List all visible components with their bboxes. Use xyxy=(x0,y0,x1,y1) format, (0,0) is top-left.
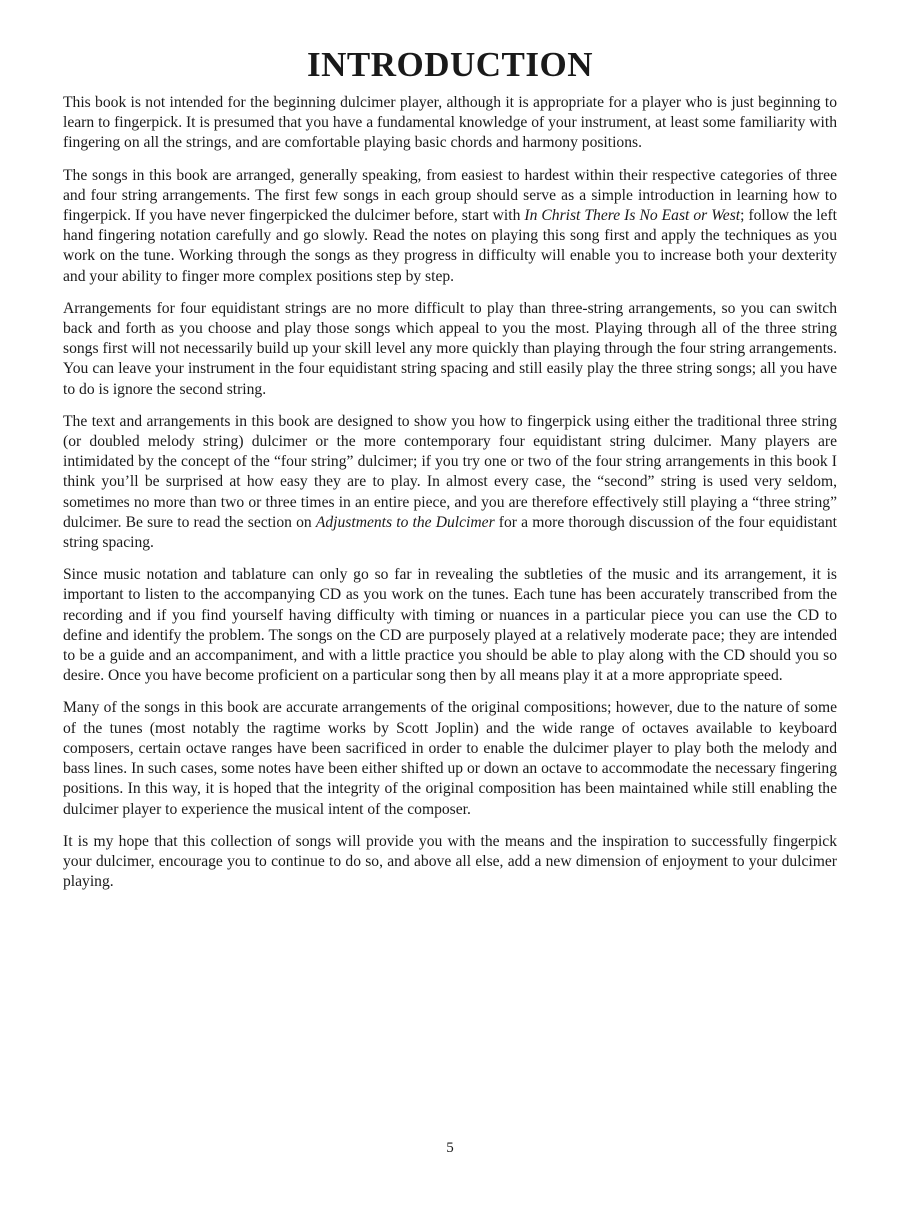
paragraph-1-text: This book is not intended for the beginning dulcimer player, although it is appropriate for a player who is just beginning to learn to fingerpick. It is presumed that you have a fundamental knowledge of your instrument, at least some familiarity with fingering on all the strings, and are comfortable playing basic chords and harmony positions. xyxy=(63,94,837,152)
paragraph-2-text-after: ; follow the left hand fingering notation carefully and go slowly. Read the notes on playing this song first and apply the techniques as you work on the tune. Working through the songs as they progress in difficulty will enable you to increase both your dexterity and your ability to finger more complex positions step by step. xyxy=(63,207,837,285)
page-number: 5 xyxy=(446,1140,454,1156)
page-title: INTRODUCTION xyxy=(306,45,594,84)
paragraph-3-text: Arrangements for four equidistant strings are no more difficult to play than three-string arrangements, so you can switch back and forth as you choose and play those songs which appeal to you the most. Playing through all of the three string songs first will not necessarily build up your skill level any more quickly than playing through the four string arrangements. You can leave your instrument in the four equidistant string spacing and still easily play the three string songs; all you have to do is ignore the second string. xyxy=(63,299,837,398)
paragraph-7-text: It is my hope that this collection of songs will provide you with the means and the inspiration to successfully fingerpick your dulcimer, encourage you to continue to do so, and above all else, add a new dimension of enjoyment to your dulcimer playing. xyxy=(63,832,837,891)
paragraph-7 xyxy=(63,832,837,893)
paragraph-6-text: Many of the songs in this book are accurate arrangements of the original compositions; however, due to the nature of some of the tunes (most notably the ragtime works by Scott Joplin) and the wide range of octaves available to keyboard composers, certain octave ranges have been sacrificed in order to enable the dulcimer player to play both the melody and bass lines. In such cases, some notes have been either shifted up or down an octave to accommodate the necessary fingering positions. In this way, it is hoped that the integrity of the original composition has been maintained while still enabling the dulcimer player to experience the musical intent of the composer. xyxy=(63,699,837,818)
paragraph-3 xyxy=(63,299,837,400)
paragraph-5 xyxy=(63,565,837,686)
paragraph-2-text-before: The songs in this book are arranged, generally speaking, from easiest to hardest within their respective categories of three and four string arrangements. The first few songs in each group should serve as a simple introduction in learning how to fingerpick. If you have never fingerpicked the dulcimer before, start with xyxy=(63,166,837,225)
paragraph-4 xyxy=(63,412,837,553)
paragraph-6 xyxy=(63,698,837,819)
paragraph-4-text-after: for a more thorough discussion of the four equidistant string spacing. xyxy=(63,513,837,552)
paragraph-5-text: Since music notation and tablature can only go so far in revealing the subtleties of the music and its arrangement, it is important to listen to the accompanying CD as you work on the tunes. Each tune has been accurately transcribed from the recording and if you find yourself having difficulty with timing or nuances in a particular piece you can use the CD to define and identify the problem. The songs on the CD are purposely played at a relatively moderate pace; they are intended to be a guide and an accompaniment, and with a little practice you should be able to play along with the CD should you so desire. Once you have become proficient on a particular song then by all means play it at a more appropriate speed. xyxy=(63,566,837,685)
paragraph-2-song-title: In Christ There Is No East or West xyxy=(524,207,741,225)
paragraph-4-section-title: Adjustments to the Dulcimer xyxy=(315,513,495,531)
paragraph-4-text-before: The text and arrangements in this book are designed to show you how to fingerpick using either the traditional three string (or doubled melody string) dulcimer or the more contemporary four equidistant string dulcimer. Many players are intimidated by the concept of the “four string” dulcimer; if you try one or two of the four string arrangements in this book I think you’ll be surprised at how easy they are to play. In almost every case, the “second” string is used very seldom, sometimes no more than two or three times in an entire piece, and you are therefore effectively still playing a “three string” dulcimer. Be sure to read the section on xyxy=(63,412,837,531)
body-text xyxy=(63,93,837,904)
paragraph-2 xyxy=(63,166,837,287)
paragraph-1 xyxy=(63,93,837,154)
